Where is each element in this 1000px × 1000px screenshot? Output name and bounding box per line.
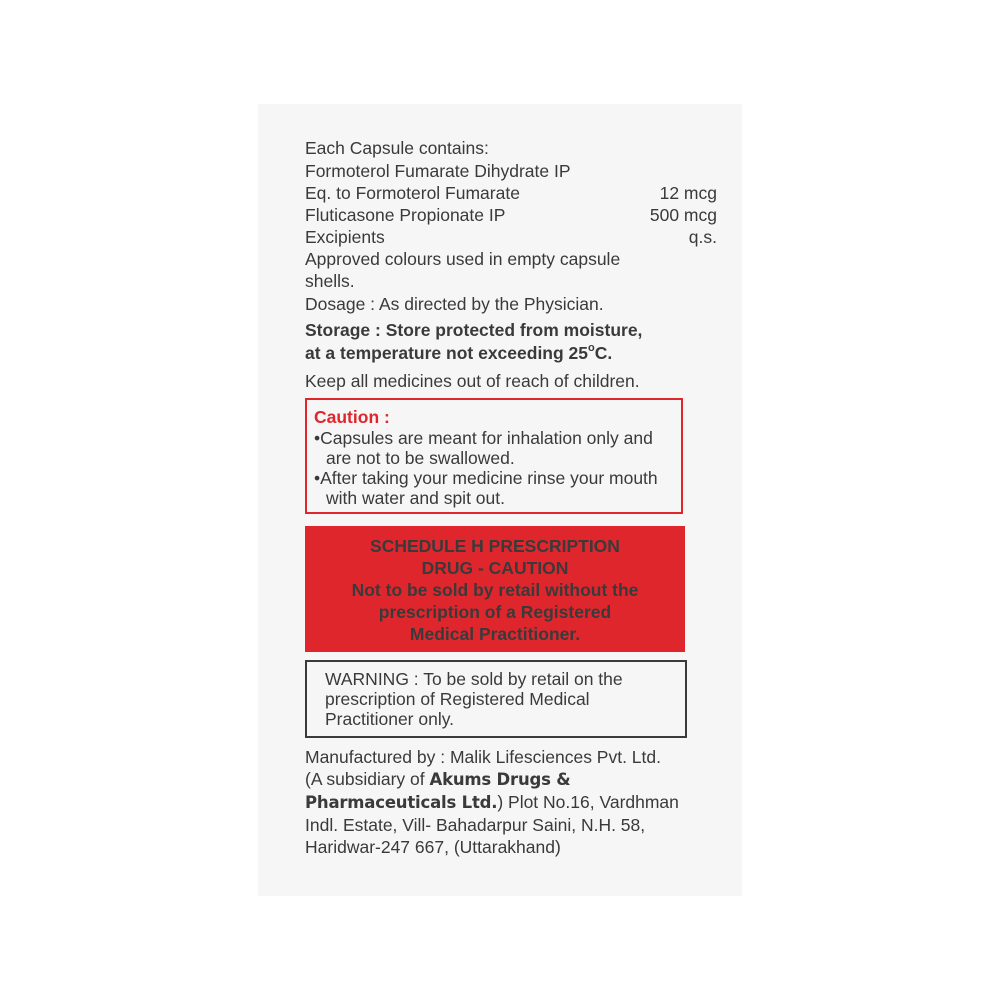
caution-title: Caution : xyxy=(314,407,390,427)
schedule-line-4: prescription of a Registered xyxy=(378,602,612,622)
storage-unit: C. xyxy=(594,343,613,363)
manufacturer-line-1: Manufactured by : Malik Lifesciences Pvt. Ltd. xyxy=(305,747,661,767)
children-warning: Keep all medicines out of reach of children. xyxy=(305,371,640,391)
ingredient-name: Excipients xyxy=(305,227,385,247)
parent-company-logo: Akums Drugs & xyxy=(429,770,571,789)
schedule-line-1: SCHEDULE H PRESCRIPTION xyxy=(370,536,620,556)
colours-note-cont: shells. xyxy=(305,271,355,291)
storage-line2 xyxy=(305,342,612,367)
dosage-text: Dosage : As directed by the Physician. xyxy=(305,294,604,314)
schedule-line-3: Not to be sold by retail without the xyxy=(351,580,639,600)
manufacturer-line-3 xyxy=(305,791,679,814)
storage-temperature: at a temperature not exceeding 25 xyxy=(305,343,589,363)
warning-line-3: Practitioner only. xyxy=(325,709,455,729)
composition-row xyxy=(305,182,717,204)
subsidiary-text: (A subsidiary of xyxy=(305,769,430,789)
ingredient-name: Fluticasone Propionate IP xyxy=(305,205,506,225)
composition-row xyxy=(305,226,717,248)
manufacturer-line-4: Indl. Estate, Vill- Bahadarpur Saini, N.H. 58, xyxy=(305,815,646,835)
ingredient-quantity: 500 mcg xyxy=(649,205,717,225)
ingredient-quantity: 12 mcg xyxy=(659,183,717,203)
warning-line-2: prescription of Registered Medical xyxy=(325,689,590,709)
caution-bullet-1-cont: are not to be swallowed. xyxy=(326,448,515,468)
composition-header: Each Capsule contains: xyxy=(305,138,489,158)
warning-line-1: WARNING : To be sold by retail on the xyxy=(325,669,623,689)
parent-company-logo-cont: Pharmaceuticals Ltd. xyxy=(305,793,498,812)
ingredient-name: Eq. to Formoterol Fumarate xyxy=(305,183,520,203)
ingredient-formoterol: Formoterol Fumarate Dihydrate IP xyxy=(305,161,571,181)
manufacturer-line-2 xyxy=(305,768,571,791)
manufacturer-line-5: Haridwar-247 667, (Uttarakhand) xyxy=(305,837,561,857)
composition-row xyxy=(305,204,717,226)
degree-symbol: o xyxy=(588,342,595,354)
colours-note: Approved colours used in empty capsule xyxy=(305,249,621,269)
ingredient-quantity: q.s. xyxy=(688,227,717,247)
schedule-line-2: DRUG - CAUTION xyxy=(421,558,569,578)
caution-bullet-2: •After taking your medicine rinse your mouth xyxy=(314,468,658,488)
storage-line1: Storage : Store protected from moisture, xyxy=(305,320,643,340)
address-plot: ) Plot No.16, Vardhman xyxy=(497,792,679,812)
caution-bullet-2-cont: with water and spit out. xyxy=(326,488,505,508)
schedule-line-5: Medical Practitioner. xyxy=(409,624,581,644)
caution-bullet-1: •Capsules are meant for inhalation only and xyxy=(314,428,653,448)
